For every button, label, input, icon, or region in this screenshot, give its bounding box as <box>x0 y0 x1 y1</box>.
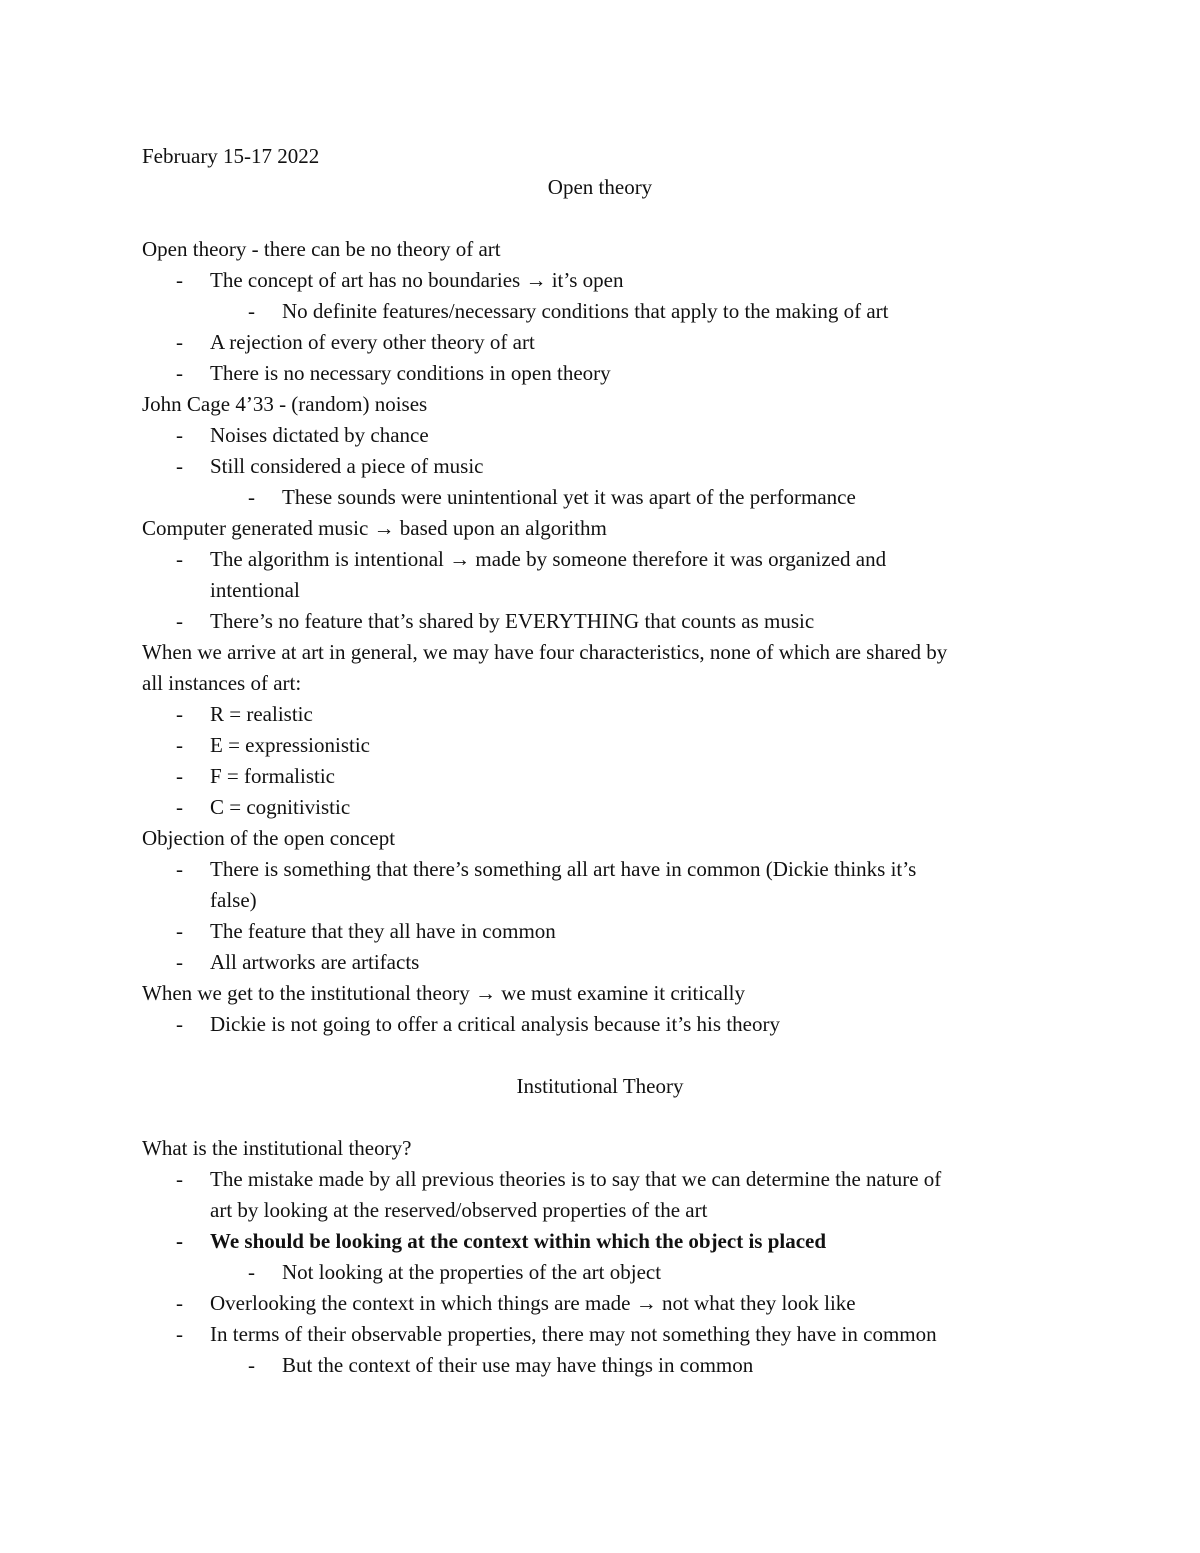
list-item-continuation: art by looking at the reserved/observed properties of the art <box>210 1198 708 1222</box>
bullet-dash: - <box>176 1291 183 1315</box>
bullet-dash: - <box>176 547 183 571</box>
list-item: Still considered a piece of music <box>210 454 484 478</box>
bullet-dash: - <box>176 950 183 974</box>
list-item-bold: We should be looking at the context within which the object is placed <box>210 1229 827 1253</box>
list-item: The mistake made by all previous theories is to say that we can determine the nature of <box>210 1167 942 1191</box>
list-item: C = cognitivistic <box>210 795 351 819</box>
text-line: Computer generated music → based upon an algorithm <box>142 516 607 540</box>
list-item: R = realistic <box>210 702 313 726</box>
list-item: There is something that there’s something all art have in common (Dickie thinks it’s <box>210 857 917 881</box>
bullet-dash: - <box>176 857 183 881</box>
bullet-dash: - <box>176 609 183 633</box>
list-item: The feature that they all have in common <box>210 919 556 943</box>
heading-open-theory: Open theory <box>547 175 653 199</box>
text-line: all instances of art: <box>142 671 302 695</box>
list-item: F = formalistic <box>210 764 335 788</box>
text-line: John Cage 4’33 - (random) noises <box>142 392 428 416</box>
list-item: There’s no feature that’s shared by EVERYTHING that counts as music <box>210 609 815 633</box>
bullet-dash: - <box>176 702 183 726</box>
text-line: Open theory - there can be no theory of art <box>142 237 501 261</box>
bullet-dash: - <box>176 1167 183 1191</box>
document-date: February 15-17 2022 <box>142 144 320 168</box>
list-item: Overlooking the context in which things are made → not what they look like <box>210 1291 856 1315</box>
list-item: E = expressionistic <box>210 733 370 757</box>
list-item: Noises dictated by chance <box>210 423 429 447</box>
list-item: In terms of their observable properties, there may not something they have in common <box>210 1322 937 1346</box>
heading-institutional-theory: Institutional Theory <box>516 1074 684 1098</box>
text-line: What is the institutional theory? <box>142 1136 412 1160</box>
bullet-dash: - <box>176 1012 183 1036</box>
list-item: Not looking at the properties of the art object <box>282 1260 662 1284</box>
bullet-dash: - <box>248 299 255 323</box>
list-item: But the context of their use may have things in common <box>282 1353 754 1377</box>
list-item: No definite features/necessary conditions that apply to the making of art <box>282 299 889 323</box>
text-line: When we arrive at art in general, we may have four characteristics, none of which are shared by <box>142 640 948 664</box>
bullet-dash: - <box>176 919 183 943</box>
text-line: When we get to the institutional theory → we must examine it critically <box>142 981 746 1005</box>
bullet-dash: - <box>176 361 183 385</box>
bullet-dash: - <box>176 454 183 478</box>
bullet-dash: - <box>176 795 183 819</box>
list-item-continuation: intentional <box>210 578 300 602</box>
list-item: Dickie is not going to offer a critical analysis because it’s his theory <box>210 1012 780 1036</box>
list-item: There is no necessary conditions in open theory <box>210 361 611 385</box>
bullet-dash: - <box>176 268 183 292</box>
bullet-dash: - <box>176 1322 183 1346</box>
list-item: A rejection of every other theory of art <box>210 330 535 354</box>
bullet-dash: - <box>176 1229 183 1253</box>
list-item: The algorithm is intentional → made by someone therefore it was organized and <box>210 547 887 571</box>
list-item: All artworks are artifacts <box>210 950 420 974</box>
bullet-dash: - <box>176 330 183 354</box>
bullet-dash: - <box>176 764 183 788</box>
bullet-dash: - <box>248 1260 255 1284</box>
list-item-continuation: false) <box>210 888 257 912</box>
bullet-dash: - <box>248 485 255 509</box>
bullet-dash: - <box>176 423 183 447</box>
text-line: Objection of the open concept <box>142 826 396 850</box>
list-item: The concept of art has no boundaries → it’s open <box>210 268 624 292</box>
bullet-dash: - <box>248 1353 255 1377</box>
bullet-dash: - <box>176 733 183 757</box>
list-item: These sounds were unintentional yet it was apart of the performance <box>282 485 856 509</box>
